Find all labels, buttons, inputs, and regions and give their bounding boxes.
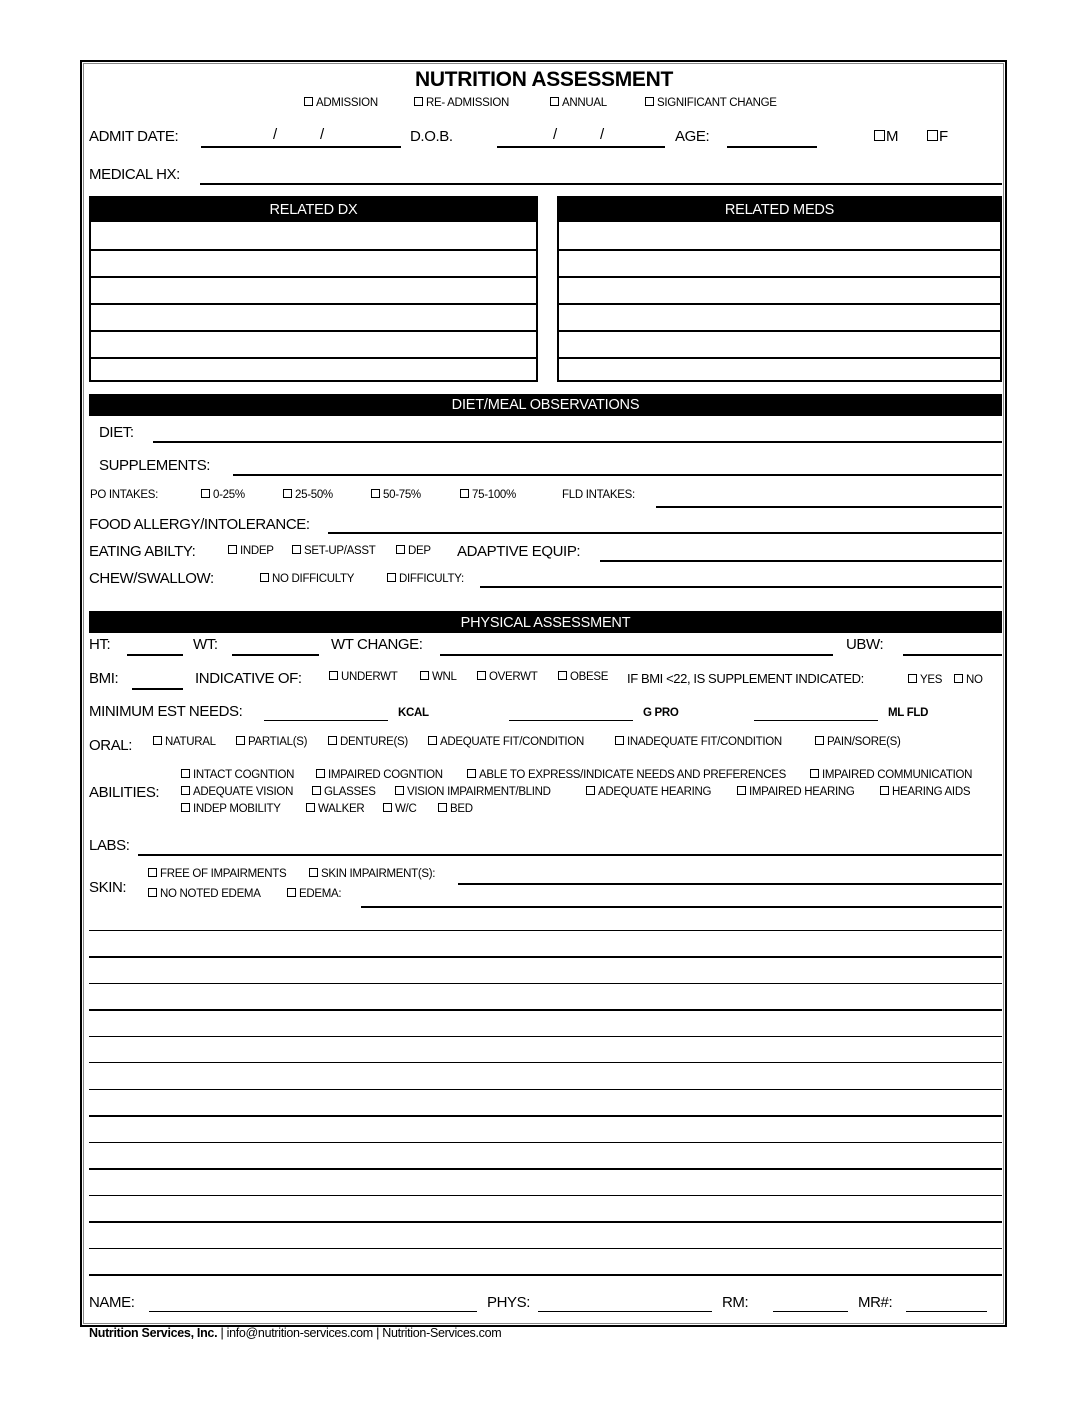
option-label: F xyxy=(939,128,948,145)
checkbox-impaired-communication[interactable] xyxy=(810,769,972,781)
checkbox-underwt[interactable] xyxy=(329,671,397,683)
checkbox-overwt[interactable] xyxy=(477,671,537,683)
related-dx-row[interactable] xyxy=(91,249,536,276)
notes-line[interactable] xyxy=(89,1089,1002,1090)
footer-company: Nutrition Services, Inc. xyxy=(89,1326,218,1340)
checkbox-icon xyxy=(201,489,210,498)
option-label: INADEQUATE FIT/CONDITION xyxy=(627,736,782,748)
option-label: 25-50% xyxy=(295,489,333,501)
notes-line[interactable] xyxy=(89,930,1002,931)
skin-impairments-field[interactable] xyxy=(458,883,1002,885)
option-label: ADEQUATE VISION xyxy=(193,786,294,798)
checkbox-icon xyxy=(148,868,157,877)
option-label: UNDERWT xyxy=(341,671,398,683)
chew-swallow-label: CHEW/SWALLOW: xyxy=(89,570,214,587)
checkbox-bed[interactable] xyxy=(438,803,473,815)
g-pro-unit: G PRO xyxy=(643,707,679,719)
checkbox-impaired-cognition[interactable] xyxy=(316,769,443,781)
checkbox-edema[interactable] xyxy=(287,888,341,900)
indicative-of-label: INDICATIVE OF: xyxy=(195,670,302,687)
option-label: NO DIFFICULTY xyxy=(272,573,355,585)
related-meds-row[interactable] xyxy=(559,222,1000,249)
diet-field[interactable] xyxy=(153,441,1002,443)
checkbox-annual[interactable] xyxy=(550,97,607,109)
option-label: SIGNIFICANT CHANGE xyxy=(657,97,777,109)
checkbox-obese[interactable] xyxy=(558,671,608,683)
checkbox-icon xyxy=(260,573,269,582)
option-label: HEARING AIDS xyxy=(892,786,971,798)
ht-field[interactable] xyxy=(127,654,183,656)
food-allergy-field[interactable] xyxy=(328,532,1002,534)
min-needs-label: MINIMUM EST NEEDS: xyxy=(89,703,243,720)
labs-label: LABS: xyxy=(89,837,130,854)
notes-line[interactable] xyxy=(89,1142,1002,1143)
option-label: NATURAL xyxy=(165,736,216,748)
checkbox-icon xyxy=(908,674,917,683)
diet-section-header: DIET/MEAL OBSERVATIONS xyxy=(89,394,1002,416)
checkbox-indep-mobility[interactable] xyxy=(181,803,281,815)
checkbox-admission[interactable] xyxy=(304,97,378,109)
labs-field[interactable] xyxy=(138,854,1002,856)
option-label: 75-100% xyxy=(472,489,516,501)
checkbox-icon xyxy=(387,573,396,582)
checkbox-icon xyxy=(460,489,469,498)
notes-line[interactable] xyxy=(89,1062,1002,1063)
bmi-field[interactable] xyxy=(132,688,183,690)
checkbox-icon xyxy=(383,803,392,812)
checkbox-wnl[interactable] xyxy=(420,671,457,683)
checkbox-icon xyxy=(148,888,157,897)
medical-hx-label: MEDICAL HX: xyxy=(89,166,180,183)
checkbox-po-0-25[interactable] xyxy=(201,489,245,501)
checkbox-eating-setup-asst[interactable] xyxy=(292,545,375,557)
footer-email[interactable]: info@nutrition-services.com xyxy=(226,1326,373,1340)
age-label: AGE: xyxy=(675,128,710,145)
checkbox-icon xyxy=(371,489,380,498)
checkbox-icon xyxy=(316,769,325,778)
option-label: GLASSES xyxy=(324,786,376,798)
eating-ability-label: EATING ABILTY: xyxy=(89,543,196,560)
g-pro-field[interactable] xyxy=(509,720,633,721)
phys-label: PHYS: xyxy=(487,1294,531,1311)
checkbox-icon xyxy=(181,769,190,778)
checkbox-significant-change[interactable] xyxy=(645,97,777,109)
date-separator: / xyxy=(553,126,557,143)
rm-field[interactable] xyxy=(773,1311,848,1312)
checkbox-re-admission[interactable] xyxy=(414,97,509,109)
option-label: VISION IMPAIRMENT/BLIND xyxy=(407,786,551,798)
option-label: EDEMA: xyxy=(299,888,342,900)
fld-intakes-field[interactable] xyxy=(656,506,1002,508)
option-label: INDEP xyxy=(240,545,274,557)
checkbox-wc[interactable] xyxy=(383,803,416,815)
notes-line[interactable] xyxy=(89,1009,1002,1011)
checkbox-icon xyxy=(558,671,567,680)
checkbox-impaired-hearing[interactable] xyxy=(737,786,855,798)
supplement-question: IF BMI <22, IS SUPPLEMENT INDICATED: xyxy=(627,671,864,686)
related-dx-row[interactable] xyxy=(91,330,536,357)
option-label: ADEQUATE FIT/CONDITION xyxy=(440,736,584,748)
mr-field[interactable] xyxy=(906,1311,987,1312)
related-meds-row[interactable] xyxy=(559,276,1000,303)
checkbox-icon xyxy=(292,545,301,554)
ml-fld-field[interactable] xyxy=(754,720,878,721)
ubw-label: UBW: xyxy=(846,636,884,653)
ml-fld-unit: ML FLD xyxy=(888,707,929,719)
option-label: PAIN/SORE(S) xyxy=(827,736,901,748)
checkbox-icon xyxy=(615,736,624,745)
checkbox-oral-dentures[interactable] xyxy=(328,736,408,748)
option-label: WALKER xyxy=(318,803,365,815)
checkbox-adequate-hearing[interactable] xyxy=(586,786,711,798)
date-separator: / xyxy=(600,126,604,143)
checkbox-oral-pain-sores[interactable] xyxy=(815,736,901,748)
option-label: WNL xyxy=(432,671,457,683)
checkbox-icon xyxy=(329,671,338,680)
mr-label: MR#: xyxy=(858,1294,893,1311)
related-dx-header: RELATED DX xyxy=(91,198,536,222)
notes-line[interactable] xyxy=(89,1248,1002,1249)
checkbox-icon xyxy=(438,803,447,812)
checkbox-icon xyxy=(309,868,318,877)
option-label: M xyxy=(886,128,899,145)
age-field[interactable] xyxy=(727,146,817,148)
checkbox-icon xyxy=(287,888,296,897)
option-label: BED xyxy=(450,803,473,815)
checkbox-icon xyxy=(304,97,313,106)
option-label: DEP xyxy=(408,545,431,557)
checkbox-no-noted-edema[interactable] xyxy=(148,888,261,900)
checkbox-icon xyxy=(153,736,162,745)
checkbox-no[interactable] xyxy=(954,674,983,686)
date-separator: / xyxy=(273,126,277,143)
notes-line[interactable] xyxy=(89,1168,1002,1170)
option-label: OBESE xyxy=(570,671,609,683)
form-title: NUTRITION ASSESSMENT xyxy=(414,68,674,91)
checkbox-hearing-aids[interactable] xyxy=(880,786,970,798)
checkbox-icon xyxy=(328,736,337,745)
checkbox-glasses[interactable] xyxy=(312,786,376,798)
related-dx-row[interactable] xyxy=(91,303,536,330)
related-meds-row[interactable] xyxy=(559,249,1000,276)
medical-hx-field[interactable] xyxy=(200,183,1002,185)
checkbox-intact-cognition[interactable] xyxy=(181,769,294,781)
checkbox-walker[interactable] xyxy=(306,803,364,815)
related-meds-row[interactable] xyxy=(559,357,1000,384)
abilities-label: ABILITIES: xyxy=(89,784,160,801)
footer-separator: | xyxy=(220,1326,224,1340)
option-label: RE- ADMISSION xyxy=(426,97,510,109)
option-label: DENTURE(S) xyxy=(340,736,408,748)
notes-line[interactable] xyxy=(89,1221,1002,1223)
related-meds-table xyxy=(557,196,1002,382)
related-dx-row[interactable] xyxy=(91,222,536,249)
edema-field[interactable] xyxy=(361,906,1002,908)
ht-label: HT: xyxy=(89,636,111,653)
related-meds-header: RELATED MEDS xyxy=(559,198,1000,222)
adaptive-equip-field[interactable] xyxy=(600,560,1002,562)
name-field[interactable] xyxy=(149,1311,477,1312)
checkbox-icon xyxy=(550,97,559,106)
rm-label: RM: xyxy=(722,1294,749,1311)
checkbox-icon xyxy=(283,489,292,498)
checkbox-icon xyxy=(181,803,190,812)
option-label: IMPAIRED COMMUNICATION xyxy=(822,769,973,781)
checkbox-eating-indep[interactable] xyxy=(228,545,274,557)
admit-date-label: ADMIT DATE: xyxy=(89,128,179,145)
diet-label: DIET: xyxy=(99,424,134,441)
option-label: IMPAIRED COGNTION xyxy=(328,769,443,781)
supplements-label: SUPPLEMENTS: xyxy=(99,457,211,474)
option-label: 0-25% xyxy=(213,489,245,501)
wt-change-field[interactable] xyxy=(440,654,833,656)
checkbox-icon xyxy=(428,736,437,745)
checkbox-skin-impairments[interactable] xyxy=(309,868,435,880)
checkbox-oral-inadequate-fit[interactable] xyxy=(615,736,782,748)
checkbox-icon xyxy=(414,97,423,106)
checkbox-adequate-vision[interactable] xyxy=(181,786,293,798)
checkbox-icon xyxy=(467,769,476,778)
difficulty-field[interactable] xyxy=(480,586,1002,588)
notes-line[interactable] xyxy=(89,1115,1002,1117)
option-label: IMPAIRED HEARING xyxy=(749,786,855,798)
checkbox-icon xyxy=(228,545,237,554)
food-allergy-label: FOOD ALLERGY/INTOLERANCE: xyxy=(89,516,310,533)
option-label: INTACT COGNTION xyxy=(193,769,295,781)
option-label: ADMISSION xyxy=(316,97,378,109)
checkbox-icon xyxy=(737,786,746,795)
oral-label: ORAL: xyxy=(89,737,133,754)
phys-field[interactable] xyxy=(538,1311,712,1312)
supplements-field[interactable] xyxy=(233,474,1002,476)
notes-line[interactable] xyxy=(89,1036,1002,1037)
option-label: ADEQUATE HEARING xyxy=(598,786,712,798)
checkbox-able-to-express[interactable] xyxy=(467,769,786,781)
fld-intakes-label: FLD INTAKES: xyxy=(562,489,635,501)
footer xyxy=(89,1326,501,1340)
checkbox-icon xyxy=(181,786,190,795)
checkbox-icon xyxy=(880,786,889,795)
notes-line[interactable] xyxy=(89,983,1002,984)
option-label: INDEP MOBILITY xyxy=(193,803,281,815)
checkbox-icon xyxy=(312,786,321,795)
footer-separator: | xyxy=(376,1326,380,1340)
admit-date-field[interactable] xyxy=(201,146,401,148)
checkbox-icon xyxy=(810,769,819,778)
related-meds-row[interactable] xyxy=(559,303,1000,330)
wt-change-label: WT CHANGE: xyxy=(331,636,423,653)
related-dx-row[interactable] xyxy=(91,357,536,384)
checkbox-vision-impairment[interactable] xyxy=(395,786,551,798)
checkbox-difficulty[interactable] xyxy=(387,573,464,585)
bmi-label: BMI: xyxy=(89,670,119,687)
wt-field[interactable] xyxy=(232,654,319,656)
date-separator: / xyxy=(320,126,324,143)
checkbox-icon xyxy=(815,736,824,745)
option-label: SKIN IMPAIRMENT(S): xyxy=(321,868,436,880)
option-label: YES xyxy=(920,674,943,686)
checkbox-yes[interactable] xyxy=(908,674,942,686)
checkbox-oral-partials[interactable] xyxy=(236,736,307,748)
checkbox-po-50-75[interactable] xyxy=(371,489,421,501)
checkbox-icon xyxy=(236,736,245,745)
checkbox-icon xyxy=(954,674,963,683)
checkbox-icon xyxy=(874,130,885,141)
related-dx-row[interactable] xyxy=(91,276,536,303)
checkbox-eating-dep[interactable] xyxy=(396,545,431,557)
option-label: SET-UP/ASST xyxy=(304,545,376,557)
related-meds-row[interactable] xyxy=(559,330,1000,357)
option-label: 50-75% xyxy=(383,489,421,501)
option-label: DIFFICULTY: xyxy=(399,573,464,585)
footer-website[interactable]: Nutrition-Services.com xyxy=(382,1326,502,1340)
wt-label: WT: xyxy=(193,636,218,653)
option-label: NO NOTED EDEMA xyxy=(160,888,261,900)
checkbox-icon xyxy=(420,671,429,680)
option-label: ANNUAL xyxy=(562,97,607,109)
option-label: W/C xyxy=(395,803,417,815)
notes-line[interactable] xyxy=(89,1195,1002,1196)
checkbox-po-25-50[interactable] xyxy=(283,489,333,501)
checkbox-icon xyxy=(395,786,404,795)
physical-section-header: PHYSICAL ASSESSMENT xyxy=(89,611,1002,633)
checkbox-icon xyxy=(477,671,486,680)
ubw-field[interactable] xyxy=(903,654,1002,656)
dob-field[interactable] xyxy=(497,146,665,148)
checkbox-icon xyxy=(396,545,405,554)
checkbox-free-of-impairments[interactable] xyxy=(148,868,286,880)
checkbox-icon xyxy=(927,130,938,141)
checkbox-no-difficulty[interactable] xyxy=(260,573,354,585)
kcal-field[interactable] xyxy=(264,720,388,721)
notes-line[interactable] xyxy=(89,1274,1002,1276)
checkbox-male[interactable] xyxy=(874,128,898,145)
name-label: NAME: xyxy=(89,1294,135,1311)
po-intakes-label: PO INTAKES: xyxy=(90,489,159,501)
adaptive-equip-label: ADAPTIVE EQUIP: xyxy=(457,543,581,560)
checkbox-oral-natural[interactable] xyxy=(153,736,216,748)
checkbox-icon xyxy=(586,786,595,795)
skin-label: SKIN: xyxy=(89,879,127,896)
checkbox-icon xyxy=(645,97,654,106)
checkbox-po-75-100[interactable] xyxy=(460,489,516,501)
checkbox-icon xyxy=(306,803,315,812)
option-label: PARTIAL(S) xyxy=(248,736,308,748)
option-label: FREE OF IMPAIRMENTS xyxy=(160,868,287,880)
option-label: ABLE TO EXPRESS/INDICATE NEEDS AND PREFERENCES xyxy=(479,769,787,781)
checkbox-female[interactable] xyxy=(927,128,948,145)
dob-label: D.O.B. xyxy=(410,128,453,145)
kcal-unit: KCAL xyxy=(398,707,429,719)
related-dx-table xyxy=(89,196,538,382)
notes-line[interactable] xyxy=(89,956,1002,958)
option-label: NO xyxy=(966,674,983,686)
checkbox-oral-adequate-fit[interactable] xyxy=(428,736,584,748)
option-label: OVERWT xyxy=(489,671,538,683)
